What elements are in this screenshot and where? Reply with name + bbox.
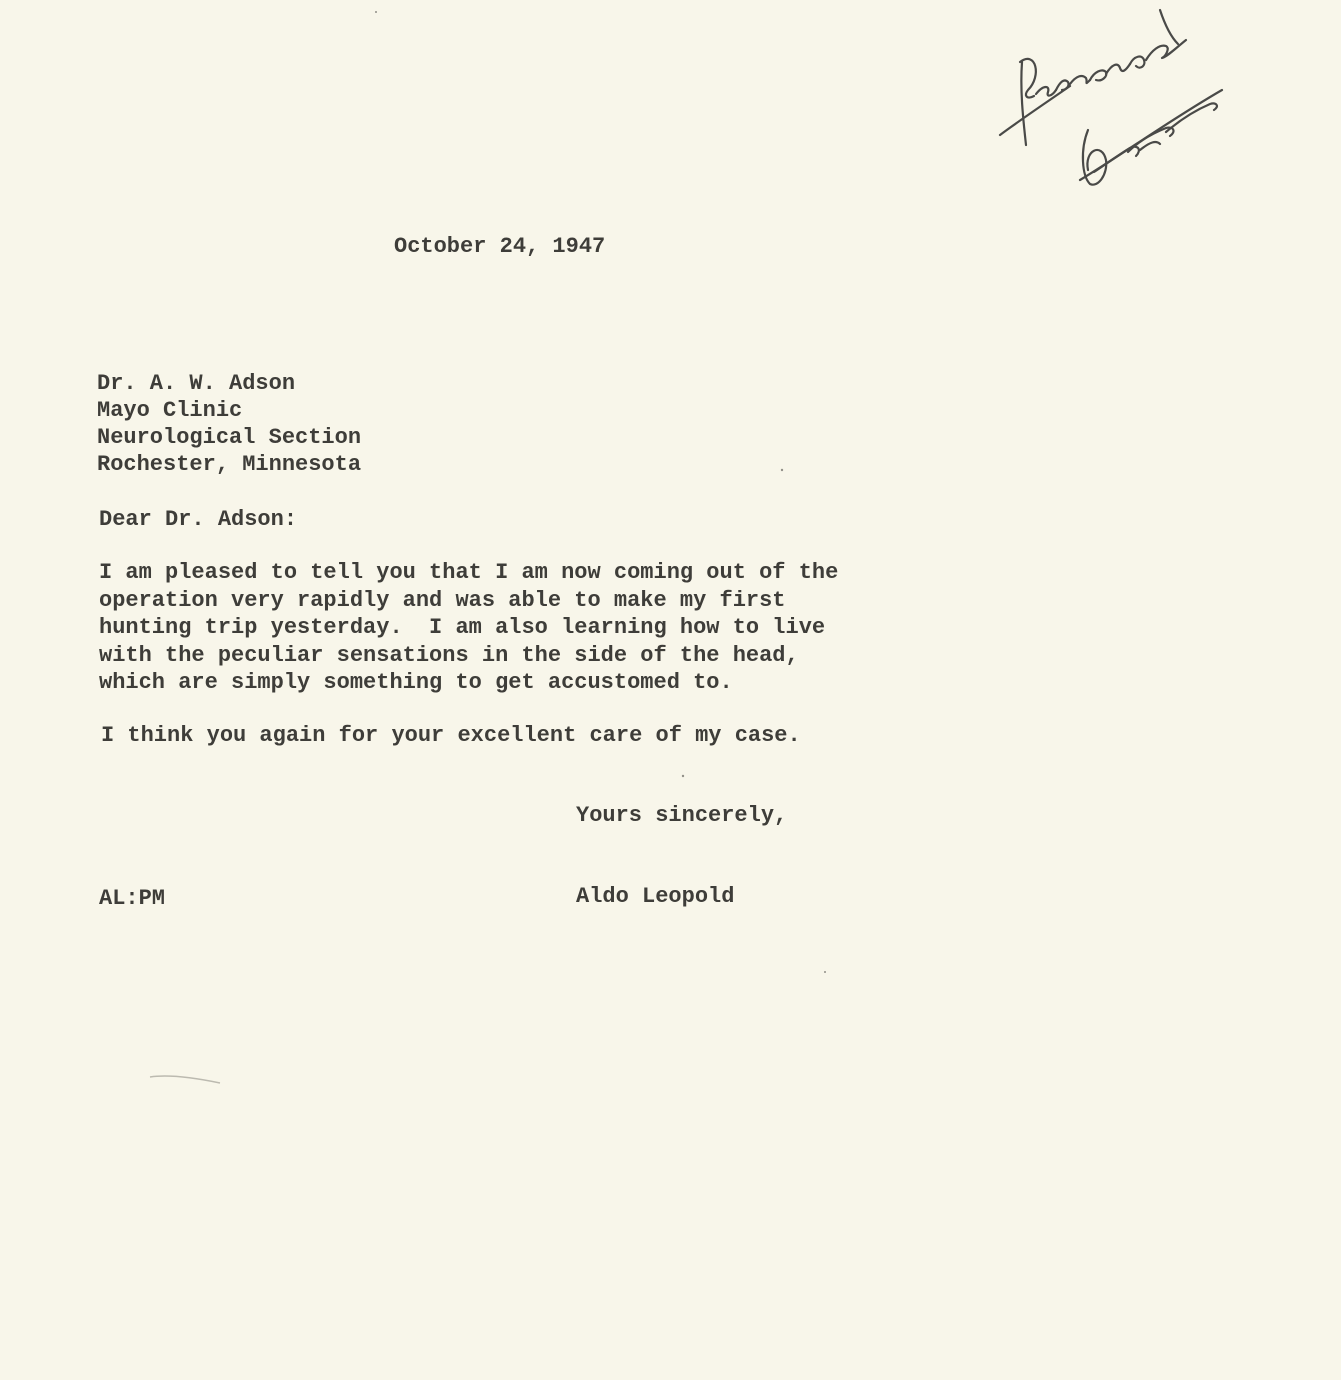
signature-name: Aldo Leopold (576, 884, 735, 909)
salutation: Dear Dr. Adson: (99, 507, 298, 532)
recipient-department: Neurological Section (97, 425, 362, 450)
body-line: with the peculiar sensations in the side of the head, (99, 643, 799, 668)
letter-date: October 24, 1947 (394, 234, 606, 259)
recipient-name: Dr. A. W. Adson (97, 371, 296, 396)
typist-initials: AL:PM (99, 886, 166, 911)
handwritten-annotation (990, 0, 1240, 200)
body-line: I am pleased to tell you that I am now coming out of the (99, 560, 839, 585)
thanks-paragraph: I think you again for your excellent care of my case. (101, 723, 801, 748)
recipient-organization: Mayo Clinic (97, 398, 243, 423)
body-line: operation very rapidly and was able to make my first (99, 588, 786, 613)
closing: Yours sincerely, (576, 803, 788, 828)
body-line: which are simply something to get accustomed to. (99, 670, 733, 695)
body-line: hunting trip yesterday. I am also learning how to live (99, 615, 826, 640)
recipient-city: Rochester, Minnesota (97, 452, 362, 477)
